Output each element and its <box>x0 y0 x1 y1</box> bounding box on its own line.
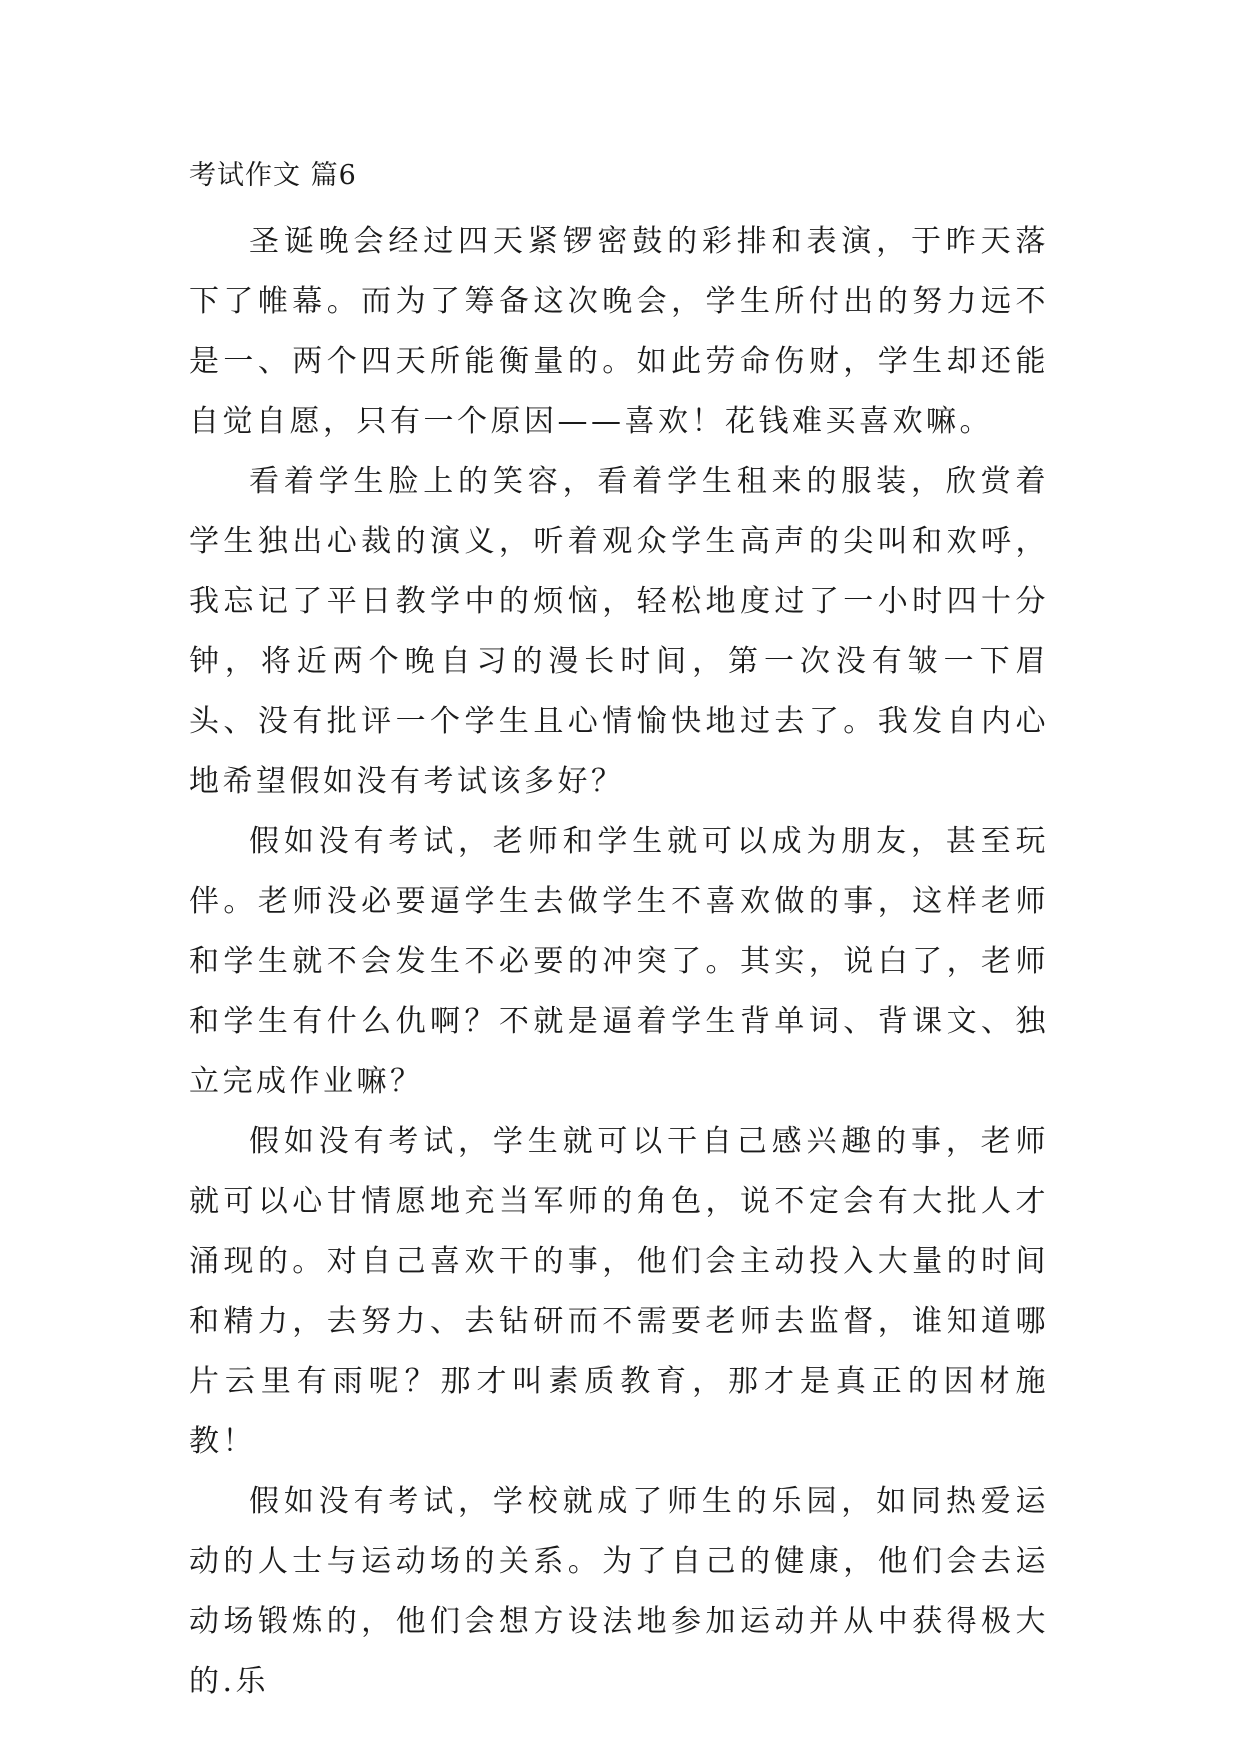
paragraph-5: 假如没有考试，学校就成了师生的乐园，如同热爱运动的人士与运动场的关系。为了自己的健康，他们会去运动场锻炼的，他们会想方设法地参加运动并从中获得极大的.乐 <box>189 1484 1049 1699</box>
paragraph-4: 假如没有考试，学生就可以干自己感兴趣的事，老师就可以心甘情愿地充当军师的角色，说不定会有大批人才涌现的。对自己喜欢干的事，他们会主动投入大量的时间和精力，去努力、去钻研而不需要老师去监督，谁知道哪片云里有雨呢？那才叫素质教育，那才是真正的因材施教！ <box>189 1124 1049 1459</box>
paragraph-1: 圣诞晚会经过四天紧锣密鼓的彩排和表演，于昨天落下了帷幕。而为了筹备这次晚会，学生所付出的努力远不是一、两个四天所能衡量的。如此劳命伤财，学生却还能自觉自愿，只有一个原因——喜欢！花钱难买喜欢嘛。 <box>189 224 1049 439</box>
document-body <box>189 158 1049 1712</box>
paragraph-3: 假如没有考试，老师和学生就可以成为朋友，甚至玩伴。老师没必要逼学生去做学生不喜欢做的事，这样老师和学生就不会发生不必要的冲突了。其实，说白了，老师和学生有什么仇啊？不就是逼着学生背单词、背课文、独立完成作业嘛？ <box>189 824 1049 1099</box>
paragraph-2: 看着学生脸上的笑容，看着学生租来的服装，欣赏着学生独出心裁的演义，听着观众学生高声的尖叫和欢呼，我忘记了平日教学中的烦恼，轻松地度过了一小时四十分钟，将近两个晚自习的漫长时间，第一次没有皱一下眉头、没有批评一个学生且心情愉快地过去了。我发自内心地希望假如没有考试该多好？ <box>189 464 1049 799</box>
document-title: 考试作文 篇6 <box>189 160 357 191</box>
